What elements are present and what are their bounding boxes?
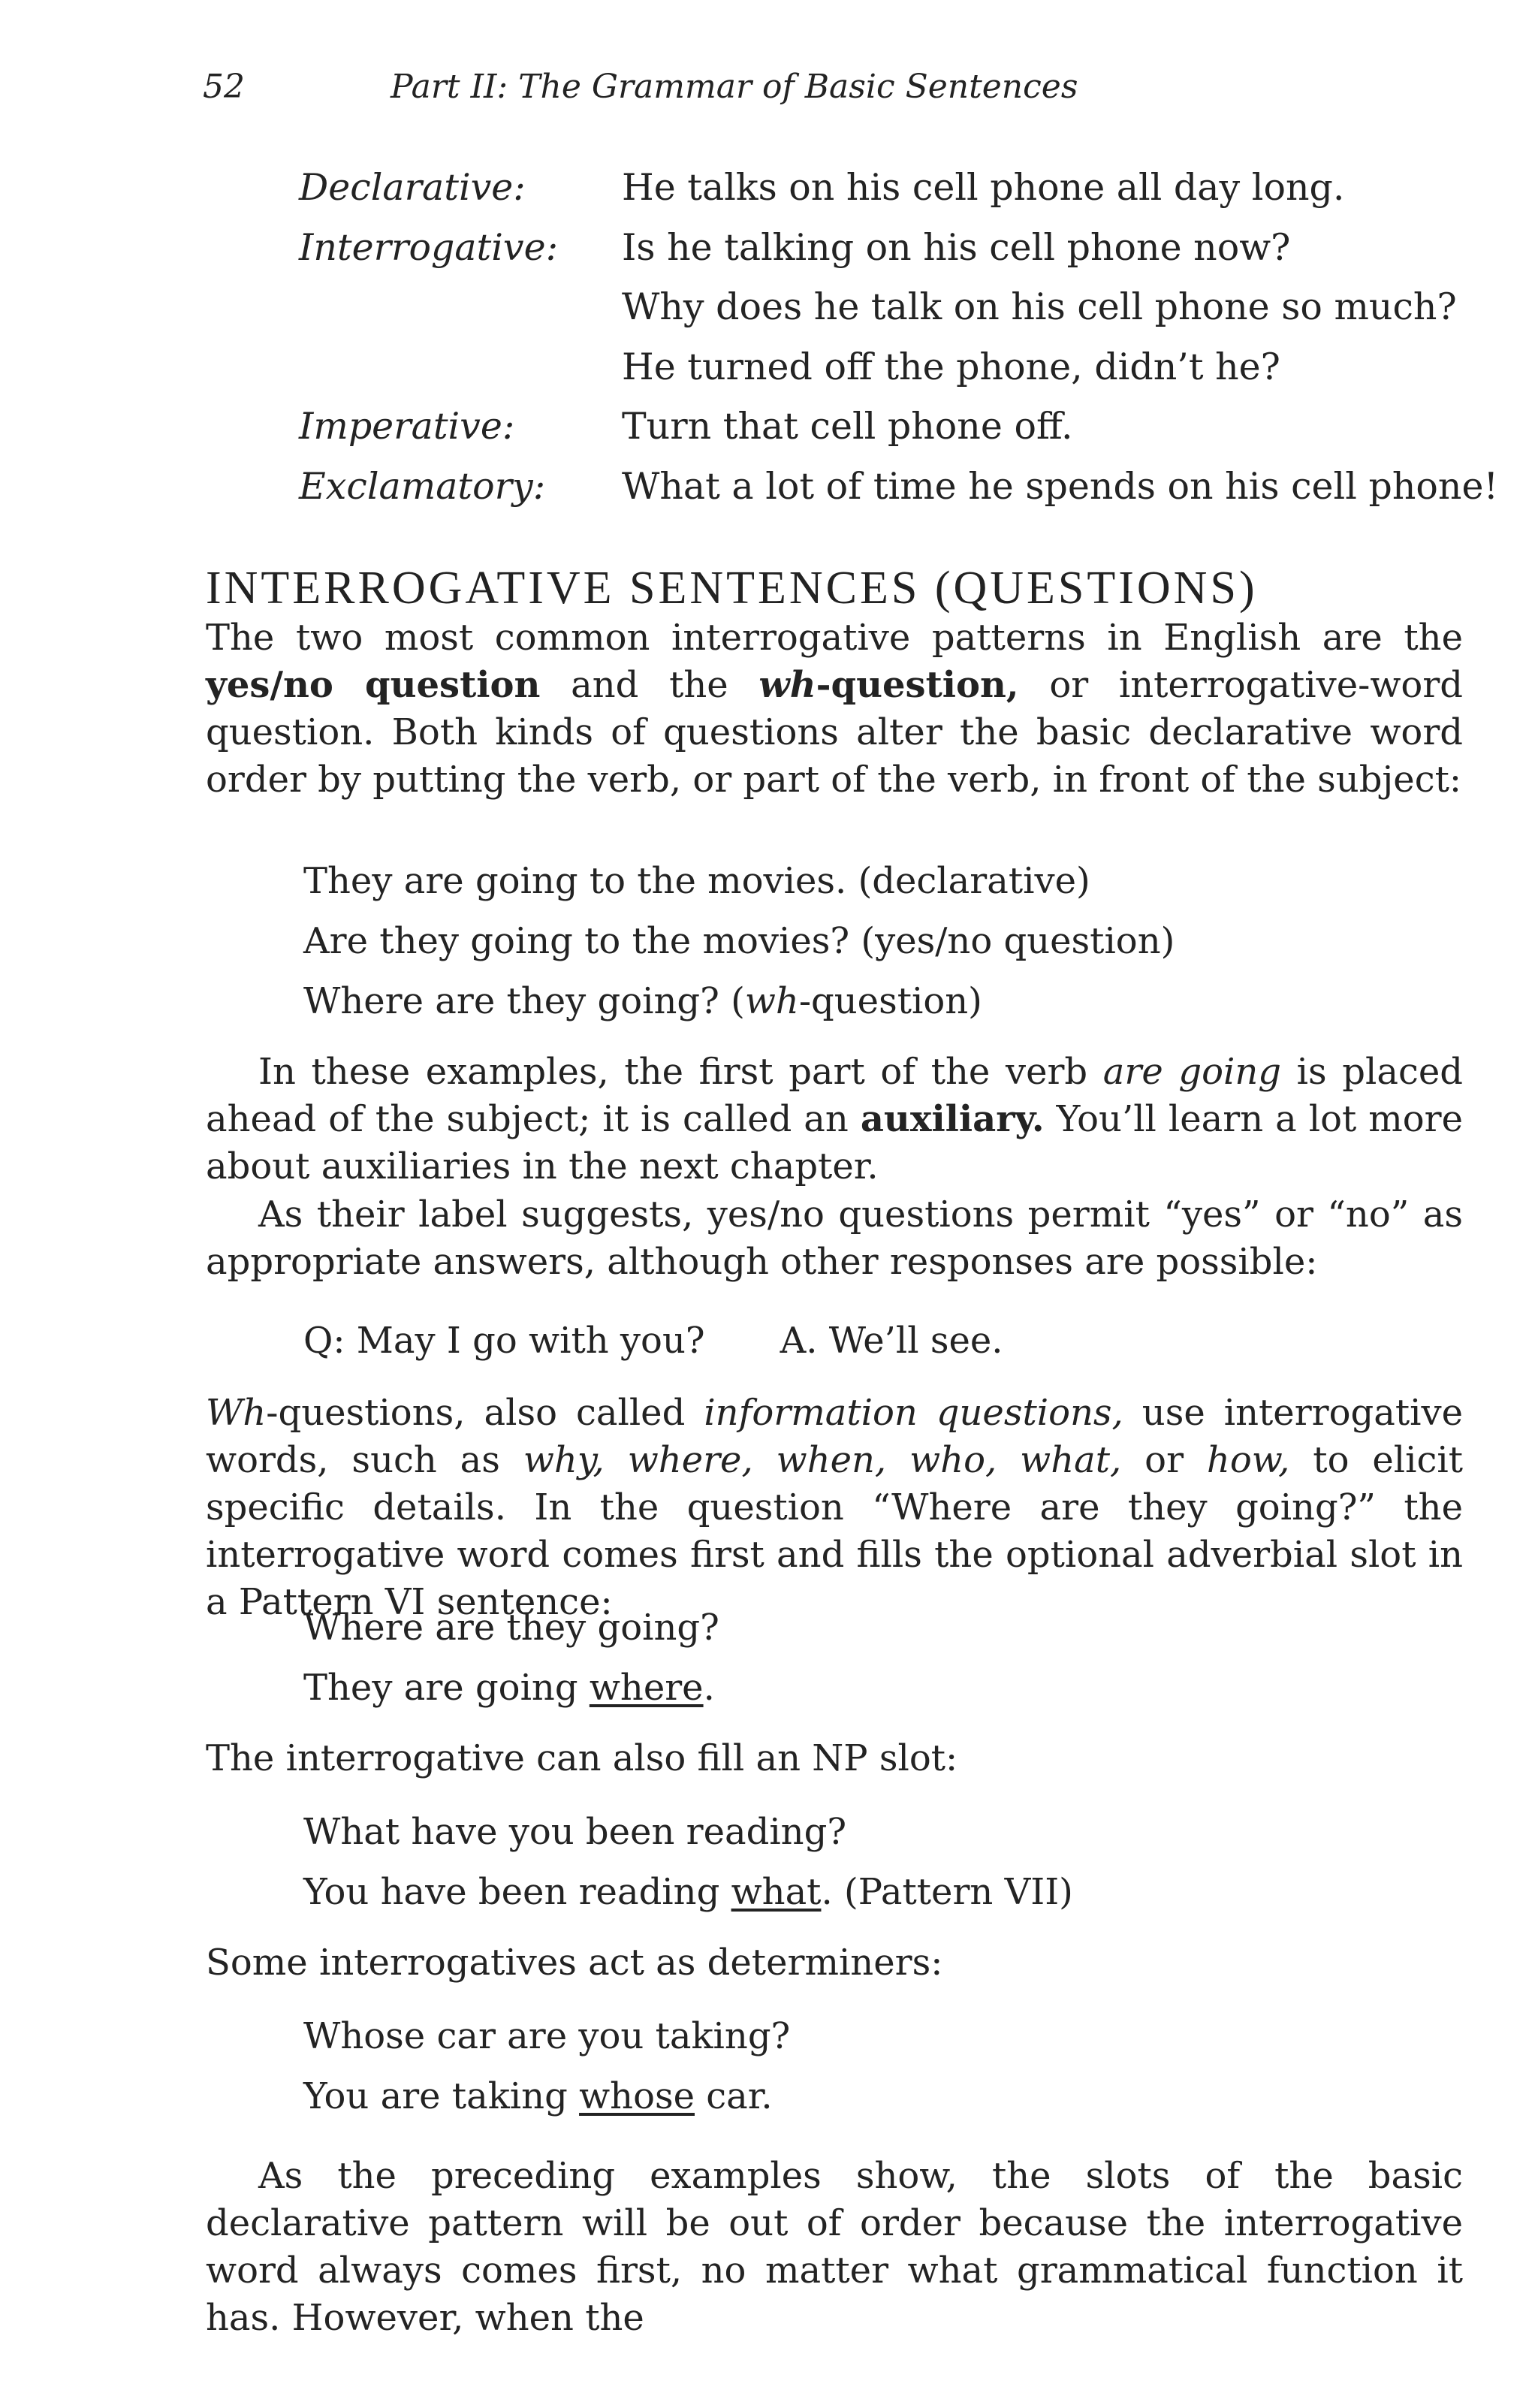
text-run: use interrogative words, such as — [206, 1392, 1463, 1481]
type-example: Why does he talk on his cell phone so much? — [622, 285, 1457, 328]
term-wh-question: -question, — [816, 664, 1019, 706]
example-line: What have you been reading? — [303, 1811, 847, 1853]
example-line: Are they going to the movies? (yes/no question) — [303, 920, 1175, 962]
text-run: They are going — [303, 1667, 590, 1709]
paragraph-word-order: As the preceding examples show, the slots of the basic declarative pattern will be out of order because the interrogative word always comes first, no matter what grammatical function it has. However, when the — [206, 2155, 1463, 2339]
term-auxiliary: auxiliary. — [860, 1098, 1045, 1140]
text-run-italic: how, — [1206, 1439, 1290, 1481]
text-run: and the — [540, 664, 759, 706]
paragraph-intro — [206, 614, 1463, 804]
text-run: car. — [695, 2075, 773, 2117]
example-answer: A. We’ll see. — [780, 1320, 1003, 1362]
text-run: You have been reading — [303, 1871, 731, 1913]
type-example: Is he talking on his cell phone now? — [622, 225, 1291, 269]
text-run: In these examples, the first part of the verb — [258, 1051, 1103, 1093]
underlined-word: what — [731, 1871, 822, 1913]
text-run: You are taking — [303, 2075, 580, 2117]
text-run: The two most common interrogative patterns in English are the — [206, 617, 1463, 659]
underlined-word: where — [589, 1667, 704, 1709]
term-yes-no-question: yes/no question — [206, 664, 541, 706]
section-heading: INTERROGATIVE SENTENCES (QUESTIONS) — [206, 563, 1258, 614]
text-run: -question) — [798, 980, 982, 1022]
example-line — [303, 978, 982, 1025]
text-run: or — [1121, 1439, 1207, 1481]
text-run: or interrogative-word question. Both kinds of questions alter the basic declarative word order by putting the verb, or part of the verb, in front of the subject: — [206, 664, 1464, 801]
type-label: Declarative: — [299, 166, 526, 209]
paragraph-auxiliary — [206, 1049, 1463, 1190]
example-line — [303, 1664, 715, 1712]
text-run: -questions, also called — [266, 1392, 704, 1434]
type-label: Exclamatory: — [299, 464, 546, 508]
running-head — [203, 65, 1078, 110]
text-run: Where are they going? ( — [303, 980, 745, 1022]
text-run: to elicit specific details. In the question “Where are they going?” the interrogative word comes first and fills the optional adverbial slot in a Pattern VI sentence: — [206, 1439, 1463, 1623]
type-example: What a lot of time he spends on his cell phone! — [622, 464, 1499, 508]
example-line: Whose car are you taking? — [303, 2015, 791, 2057]
type-example: He turned off the phone, didn’t he? — [622, 345, 1280, 388]
paragraph-yes-no: As their label suggests, yes/no questions permit “yes” or “no” as appropriate answers, although other responses are possible: — [206, 1193, 1463, 1283]
example-qa — [303, 1317, 1003, 1365]
text-run-italic: wh — [744, 980, 799, 1022]
text-run: is placed ahead of the subject; it is called an — [206, 1051, 1464, 1140]
running-title: Part II: The Grammar of Basic Sentences — [391, 68, 1078, 106]
paragraph-np-slot: The interrogative can also fill an NP slot: — [206, 1737, 958, 1779]
text-run-italic: Wh — [206, 1392, 267, 1434]
text-run-italic: are going — [1102, 1051, 1282, 1093]
page-number: 52 — [203, 68, 245, 106]
text-run: . (Pattern VII) — [821, 1871, 1073, 1913]
type-label: Imperative: — [299, 405, 515, 448]
text-run-italic: information questions, — [704, 1392, 1123, 1434]
example-line: Where are they going? — [303, 1607, 719, 1649]
paragraph-wh-questions — [206, 1390, 1463, 1626]
text-run: . — [703, 1667, 715, 1709]
underlined-word: whose — [579, 2075, 695, 2117]
type-example: He talks on his cell phone all day long. — [622, 166, 1345, 209]
paragraph-determiners: Some interrogatives act as determiners: — [206, 1942, 943, 1984]
type-label: Interrogative: — [299, 225, 559, 269]
text-run: You’ll learn a lot more about auxiliaries in the next chapter. — [206, 1098, 1464, 1187]
example-line — [303, 1869, 1073, 1916]
example-line: They are going to the movies. (declarative) — [303, 860, 1090, 902]
type-example: Turn that cell phone off. — [622, 405, 1073, 448]
example-line — [303, 2073, 773, 2120]
example-question: Q: May I go with you? — [303, 1320, 705, 1362]
term-wh: wh — [758, 664, 816, 706]
text-run-italic: why, where, when, who, what, — [523, 1439, 1122, 1481]
